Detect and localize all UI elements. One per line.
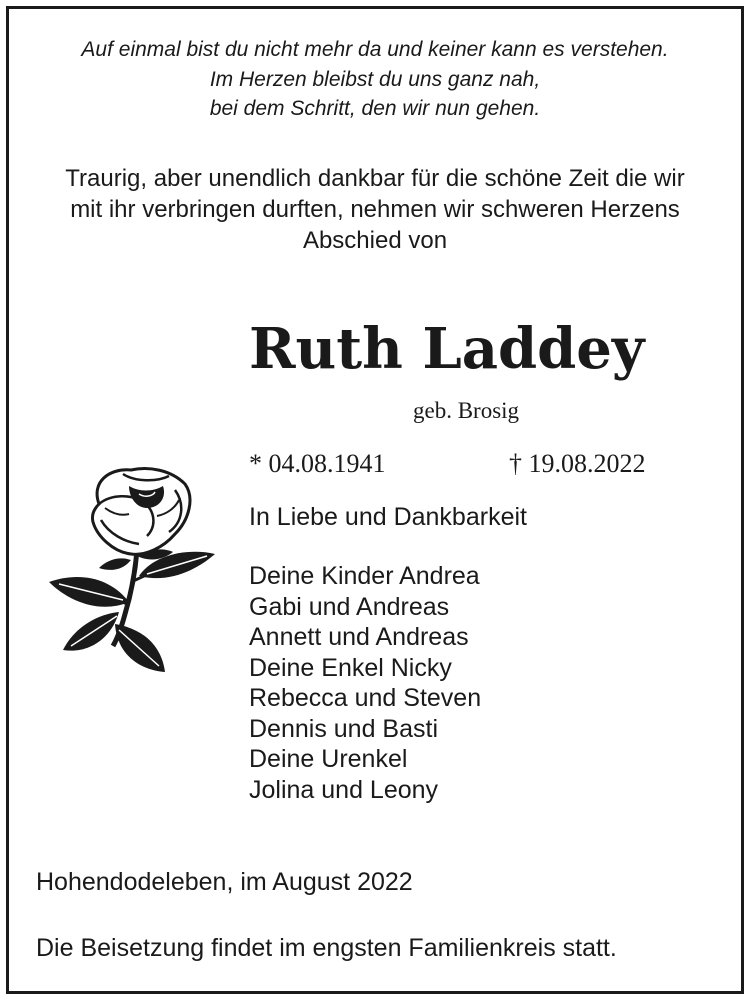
intro-line-2: mit ihr verbringen durften, nehmen wir schweren Herzens [70,196,680,223]
rose-icon [39,464,219,679]
family-line: Dennis und Basti [249,714,439,743]
poem-line-1: Auf einmal bist du nicht mehr da und keiner kann es verstehen. [81,38,669,61]
family-line: Deine Urenkel [249,745,408,773]
intro-line-3: Abschied von [302,227,448,254]
birth-name: geb. Brosig [413,398,520,423]
deceased-name: Ruth Laddey [249,316,645,382]
poem-line-3: bei dem Schritt, den wir nun gehen. [209,97,541,120]
obituary-notice [6,6,744,994]
poem-line-2: Im Herzen bleibst du uns ganz nah, [209,68,541,91]
intro-line-1: Traurig, aber unendlich dankbar für die schöne Zeit die wir [65,165,685,192]
family-list [249,561,481,805]
birth-date: * 04.08.1941 [249,449,386,478]
death-date: † 19.08.2022 [509,449,646,478]
family-line: Gabi und Andreas [249,592,450,621]
family-line: Deine Kinder Andrea [249,562,480,590]
family-line: Jolina und Leony [249,775,439,804]
family-line: Annett und Andreas [249,623,469,651]
place-date: Hohendodeleben, im August 2022 [36,868,413,896]
family-line: Deine Enkel Nicky [249,653,452,682]
burial-note: Die Beisetzung findet im engsten Familienkreis statt. [36,934,617,962]
dedication: In Liebe und Dankbarkeit [249,503,527,531]
family-line: Rebecca und Steven [249,684,482,712]
